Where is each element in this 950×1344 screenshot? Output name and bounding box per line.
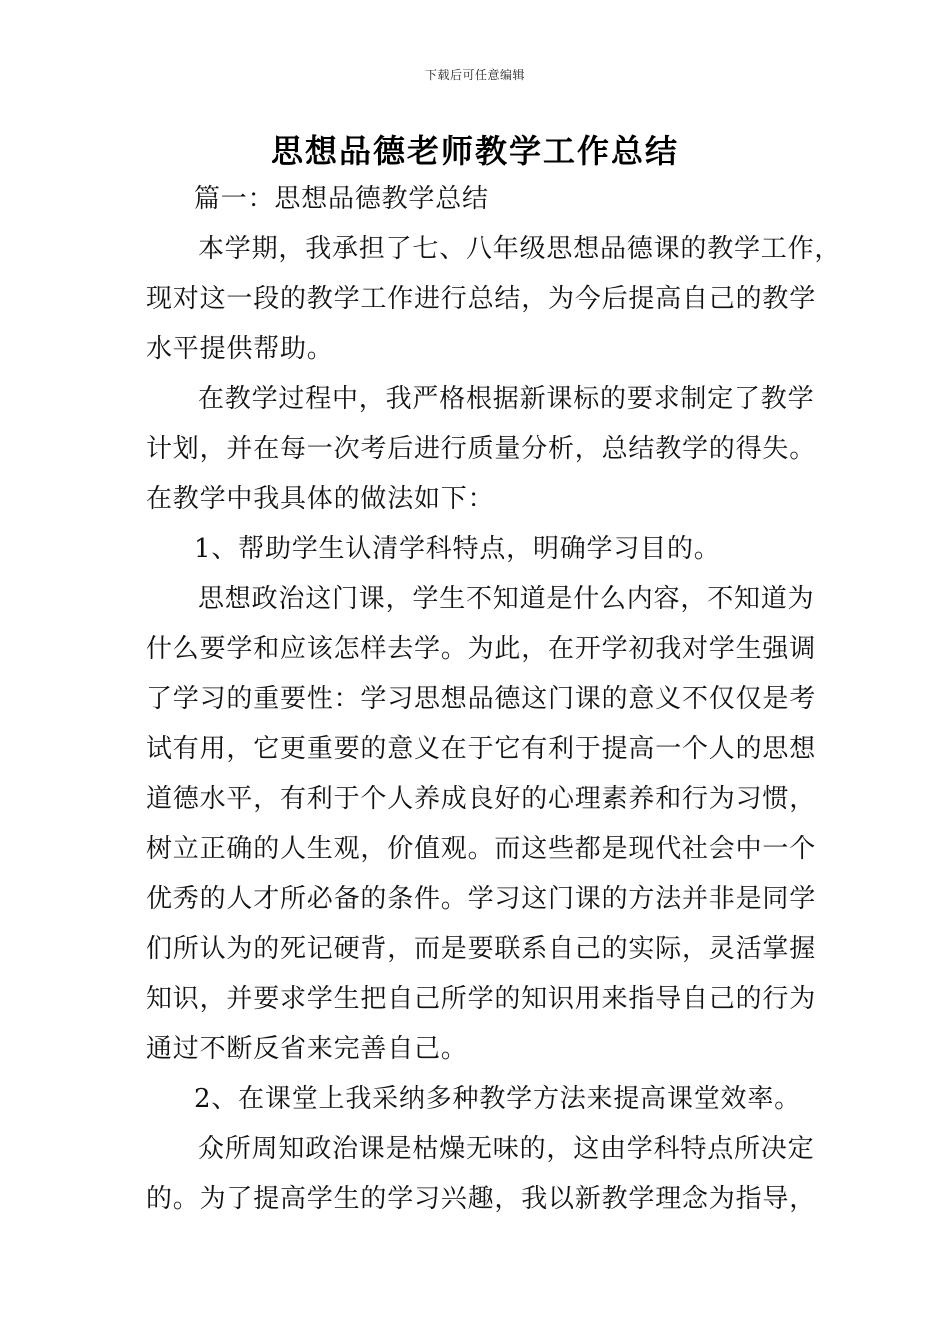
text-line: 通过不断反省来完善自己。 xyxy=(146,1034,468,1064)
text-line: 本学期，我承担了七、八年级思想品德课的教学工作， xyxy=(198,234,842,264)
text-line: 试有用，它更重要的意义在于它有利于提高一个人的思想 xyxy=(146,734,817,764)
text-line: 什么要学和应该怎样去学。为此，在开学初我对学生强调 xyxy=(146,634,817,664)
header-note: 下载后可任意编辑 xyxy=(424,68,525,82)
text-line: 计划，并在每一次考后进行质量分析，总结教学的得失。 xyxy=(146,434,817,464)
text-line: 现对这一段的教学工作进行总结，为今后提高自己的教学 xyxy=(146,284,817,314)
text-line: 优秀的人才所必备的条件。学习这门课的方法并非是同学 xyxy=(146,884,817,914)
document-title: 思想品德老师教学工作总结 xyxy=(270,132,679,170)
text-line: 1、帮助学生认清学科特点，明确学习目的。 xyxy=(194,534,721,564)
text-line: 的。为了提高学生的学习兴趣，我以新教学理念为指导， xyxy=(146,1184,817,1214)
text-line: 了学习的重要性：学习思想品德这门课的意义不仅仅是考 xyxy=(146,684,817,714)
text-line: 众所周知政治课是枯燥无味的，这由学科特点所决定 xyxy=(198,1134,815,1164)
text-line: 水平提供帮助。 xyxy=(146,334,334,364)
text-line: 知识，并要求学生把自己所学的知识用来指导自己的行为 xyxy=(146,984,817,1014)
text-line: 2、在课堂上我采纳多种教学方法来提高课堂效率。 xyxy=(194,1084,801,1114)
text-line: 在教学过程中，我严格根据新课标的要求制定了教学 xyxy=(198,384,815,414)
text-line: 篇一：思想品德教学总结 xyxy=(194,184,489,214)
text-line: 在教学中我具体的做法如下： xyxy=(146,484,495,514)
document-body xyxy=(146,180,842,1230)
text-line: 们所认为的死记硬背，而是要联系自己的实际，灵活掌握 xyxy=(146,934,817,964)
text-line: 树立正确的人生观，价值观。而这些都是现代社会中一个 xyxy=(146,834,817,864)
text-line: 思想政治这门课，学生不知道是什么内容，不知道为 xyxy=(198,584,815,614)
text-line: 道德水平，有利于个人养成良好的心理素养和行为习惯， xyxy=(146,784,817,814)
